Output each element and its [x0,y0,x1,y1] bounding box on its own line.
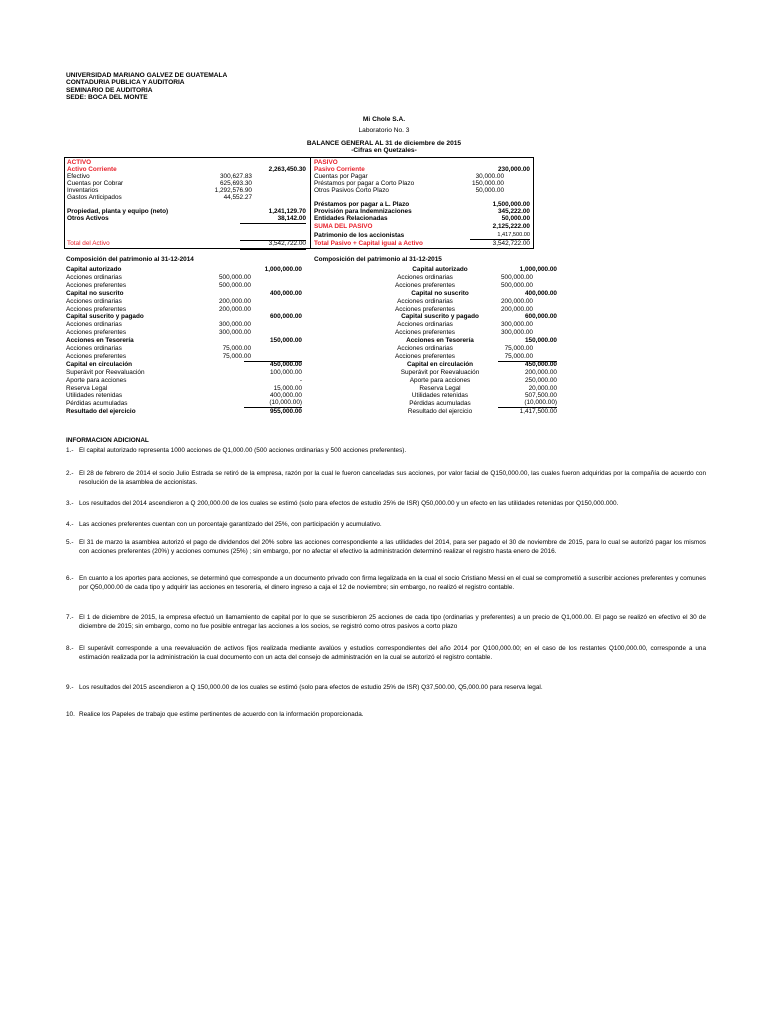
patrimonio-value: 1,417,500.00 [470,232,530,240]
liability-label: Otros Pasivos Corto Plazo [314,187,389,194]
info-item-number: 3.- [66,500,74,507]
equity-row-label: Aporte para acciones [66,376,127,384]
equity-row-label: Reserva Legal [419,384,461,392]
header-line: UNIVERSIDAD MARIANO GALVEZ DE GUATEMALA [66,72,228,79]
equity-row-value: 200,000.00 [219,305,251,313]
equity-row-label: Pérdidas acumuladas [66,400,128,408]
equity-row-label: Acciones preferentes [394,305,456,313]
pasivo-corriente-label: Pasivo Corriente [314,166,365,173]
institution-header [66,72,227,101]
equity-row-label: Superávit por Reevaluación [400,368,480,376]
equity-right-title: Composición del patrimonio al 31-12-2015 [314,256,442,263]
info-item-number: 6.- [66,575,74,582]
equity-row-total: 400,000.00 [525,289,557,297]
asset-label: Cuentas por Cobrar [67,180,124,187]
equity-row-label: Acciones ordinarias [397,273,453,281]
asset-label: Gastos Anticipados [67,194,122,201]
balance-top-rule [64,157,534,158]
equity-left-title: Composición del patrimonio al 31-12-2014 [66,256,194,263]
indem-label: Provisión para Indemnizaciones [314,208,412,215]
equity-row-value: 200,000.00 [501,297,533,305]
equity-row-value: 500,000.00 [219,273,251,281]
info-item-text: En cuanto a los aportes para acciones, se determinó que corresponde a un documento privado con firma legalizada en la cual el socio Cristiano Messi en el cual se comprometió a suscribir acciones preferentes y comunes por Q50,000.00 de cada tipo y adquirir las acciones en tesorería, el dinero ingreso a caja el 12 de noviembre; sin embargo, no realizó el registro contable. [79,575,706,592]
equity-row-label: Acciones preferentes [66,352,127,360]
equity-row-value: 500,000.00 [501,281,533,289]
info-item-text: Realice los Papeles de trabajo que estime pertinentes de acuerdo con la información proporcionada. [79,711,364,718]
entidades-label: Entidades Relacionadas [314,215,388,222]
equity-row-total: 150,000.00 [270,337,302,345]
equity-row-total: 1,417,500.00 [519,408,557,416]
asset-value: 625,693.30 [220,180,252,187]
equity-row-value: 300,000.00 [219,329,251,337]
activo-corriente-total: 2,263,450.30 [268,166,306,173]
equity-row-total: 600,000.00 [525,313,557,321]
equity-row-label: Capital suscrito y pagado [401,313,479,321]
equity-row-label: Utilidades retenidas [411,392,469,400]
equity-row-value: 75,000.00 [504,352,533,360]
equity-row-label: Acciones en Tesorería [66,337,134,345]
info-item [66,644,706,663]
equity-row-total: (10,000.00) [498,400,557,408]
asset-value: 44,552.27 [223,194,252,201]
equity-row-label: Capital en circulación [66,360,133,368]
equity-row-label: Capital autorizado [66,266,122,273]
equity-row-total: 955,000.00 [270,408,302,416]
equity-row-label: Aporte para acciones [409,376,471,384]
equity-row-label: Capital no suscrito [411,289,469,297]
entidades-value: 50,000.00 [501,215,530,222]
info-item [66,499,706,508]
equity-row-total: 400,000.00 [270,392,302,400]
liability-label: Cuentas por Pagar [314,173,368,180]
info-item-text: Los resultados del 2015 ascendieron a Q 150,000.00 de los cuales se estimó (solo para efectos de estudio 25% de ISR) Q37,500.00, Q5,000.00 para reserva legal. [79,684,543,691]
lp-label: Préstamos por pagar a L. Plazo [314,201,410,208]
equity-row-label: Acciones ordinarias [397,321,453,329]
equity-row-total: 1,000,000.00 [264,266,302,273]
patrimonio-label: Patrimonio de los accionistas [314,232,405,239]
info-item [66,710,706,719]
info-title: INFORMACION ADICIONAL [66,437,149,444]
liability-label: Préstamos por pagar a Corto Plazo [314,180,415,187]
liability-value: 150,000.00 [472,180,504,187]
total-pasivo-capital-value: 3,542,722.00 [492,240,530,247]
activo-corriente-label: Activo Corriente [67,166,117,173]
total-activo-label: Total del Activo [67,240,110,247]
equity-row-total: 600,000.00 [270,313,302,321]
info-item-number: 10. [66,711,75,718]
equity-row-total: 150,000.00 [525,337,557,345]
header-line: SEDE: BOCA DEL MONTE [66,93,148,101]
equity-row-label: Acciones ordinarias [66,321,122,329]
info-item [66,520,706,529]
ppe-label: Propiedad, planta y equipo (neto) [67,208,169,215]
info-item [66,446,706,455]
info-item-number: 9.- [66,684,74,691]
balance-right-rule [533,157,534,249]
equity-row-label: Acciones ordinarias [397,345,453,352]
liability-value: 30,000.00 [475,173,504,180]
equity-row-total: 450,000.00 [498,361,557,369]
equity-row-value: 300,000.00 [501,329,533,337]
equity-row-total: 15,000.00 [273,384,302,392]
equity-row-total: (10,000.00) [244,400,302,408]
info-item-number: 7.- [66,614,74,621]
otros-activos-label: Otros Activos [67,215,109,222]
info-item-number: 5.- [66,539,74,546]
lp-value: 1,500,000.00 [492,201,530,208]
info-item-number: 1.- [66,447,74,454]
currency-note: -Cifras en Quetzales- [351,147,417,154]
equity-row-label: Acciones ordinarias [66,297,122,305]
equity-row-label: Acciones ordinarias [66,273,122,281]
total-activo-value: 3,542,722.00 [240,240,306,250]
equity-row-label: Pérdidas acumuladas [409,400,471,408]
activo-heading: ACTIVO [67,159,92,166]
equity-row-label: Acciones preferentes [394,329,456,337]
equity-row-value: 200,000.00 [219,297,251,305]
info-item [66,469,706,488]
equity-row-total: 100,000.00 [270,368,302,376]
equity-row-label: Acciones ordinarias [66,345,122,352]
indem-value: 345,222.00 [498,208,530,215]
equity-row-label: Capital suscrito y pagado [66,313,144,321]
asset-label: Inventarios [67,187,99,194]
equity-row-value: 500,000.00 [501,273,533,281]
info-item [66,613,706,632]
equity-row-label: Capital autorizado [412,266,468,273]
info-item [66,574,706,593]
info-item [66,538,706,557]
pasivo-heading: PASIVO [314,159,338,166]
ppe-value: 1,241,129.70 [268,208,306,215]
equity-row-total: 250,000.00 [525,376,557,384]
equity-row-value: 500,000.00 [219,281,251,289]
equity-row-label: Resultado del ejercicio [66,408,136,416]
info-item-text: El 28 de febrero de 2014 el socio Julio Estrada se retiró de la empresa, razón por la cual le fueron canceladas sus acciones, por valor facial de Q150,000.00, las cuales fueron adquiridas por la compañía de acuerdo con resolución de la asamblea de accionistas. [79,470,706,487]
equity-row-total: 400,000.00 [270,289,302,297]
equity-row-label: Reserva Legal [66,384,108,392]
header-line: SEMINARIO DE AUDITORIA [66,86,153,94]
pasivo-corriente-total: 230,000.00 [498,166,530,173]
equity-row-value: 75,000.00 [222,352,251,360]
equity-row-label: Acciones preferentes [394,352,456,360]
info-item-number: 4.- [66,521,74,528]
asset-value: 300,627.83 [220,173,252,180]
equity-row-label: Utilidades retenidas [66,392,123,400]
suma-pasivo-label: SUMA DEL PASIVO [314,223,373,230]
otros-activos-value: 38,142.00 [240,215,306,224]
header-line: CONTADURIA PUBLICA Y AUDITORIA [66,79,185,87]
balance-divider [310,157,311,249]
equity-row-value: 300,000.00 [501,321,533,329]
equity-row-value: 200,000.00 [501,305,533,313]
equity-row-label: Superávit por Reevaluación [66,368,145,376]
asset-label: Efectivo [67,173,90,180]
asset-value: 1,292,576.90 [214,187,252,194]
total-pasivo-capital-label: Total Pasivo + Capital igual a Activo [314,240,423,247]
equity-row-label: Capital no suscrito [66,289,124,297]
info-item-number: 2.- [66,470,74,477]
statement-title: BALANCE GENERAL AL 31 de diciembre de 2015 [306,140,462,147]
equity-row-total: 1,000,000.00 [519,266,557,273]
equity-row-label: Acciones preferentes [66,329,127,337]
info-item-number: 8.- [66,645,74,652]
equity-row-total: 200,000.00 [525,368,557,376]
equity-row-total: 20,000.00 [528,384,557,392]
info-item [66,683,706,692]
equity-row-label: Resultado del ejercicio [407,408,473,416]
liability-value: 50,000.00 [475,187,504,194]
equity-row-total: 507,500.00 [525,392,557,400]
info-item-text: El capital autorizado representa 1000 acciones de Q1,000.00 (500 acciones ordinarias y 500 acciones preferentes). [79,447,407,454]
equity-row-label: Acciones preferentes [394,281,456,289]
balance-left-rule [64,157,65,249]
equity-row-total: - [299,376,302,384]
company-name: Mi Chole S.A. [362,116,406,123]
lab-number: Laboratorio No. 3 [358,127,410,134]
equity-row-value: 300,000.00 [219,321,251,329]
equity-row-label: Capital en circulación [406,360,474,368]
equity-row-label: Acciones ordinarias [397,297,453,305]
info-item-text: El superávit corresponde a una reevaluación de activos fijos realizada mediante avalúos y estudios correspondientes del año 2014 por Q100,000.00; en el caso de los restantes Q100,000.00, corresponde a una estimación realizada por la administración la cual documento con un acta del consejo de administración en la cual se autorizó el registro contable. [79,645,706,662]
info-item-text: El 1 de diciembre de 2015, la empresa efectuó un llamamiento de capital por lo que se suscribieron 25 acciones de cada tipo (ordinarias y preferentes) a un precio de Q1,000.00. El pago se realizó en efectivo el 30 de diciembre de 2015; sin embargo, como no fue posible entregar las acciones a los socios, se registró como otros pasivos a corto plazo [79,614,706,631]
info-item-text: Los resultados del 2014 ascendieron a Q 200,000.00 de los cuales se estimó (solo para efectos de estudio 25% de ISR) Q50,000.00 y un efecto en las utilidades retenidas por Q150,000.000. [79,500,619,507]
info-item-text: El 31 de marzo la asamblea autorizó el pago de dividendos del 20% sobre las acciones correspondiente a las utilidades del 2014, para ser pagado el 30 de noviembre de 2015, para lo cual se autorizó pagar los mismos con acciones preferentes (20%) y acciones comunes (25%) ; sin embargo, por no afectar el efectivo la administración determinó realizar el registro hasta enero de 2016. [79,539,706,556]
equity-row-total: 450,000.00 [244,361,302,369]
equity-row-label: Acciones preferentes [66,281,127,289]
equity-row-value: 75,000.00 [504,345,533,352]
info-item-text: Las acciones preferentes cuentan con un porcentaje garantizado del 25%, con participación y acumulativo. [79,521,382,528]
equity-row-label: Acciones en Tesorería [406,337,474,345]
equity-row-label: Acciones preferentes [66,305,127,313]
suma-pasivo-value: 2,125,222.00 [492,223,530,230]
equity-row-value: 75,000.00 [222,345,251,352]
